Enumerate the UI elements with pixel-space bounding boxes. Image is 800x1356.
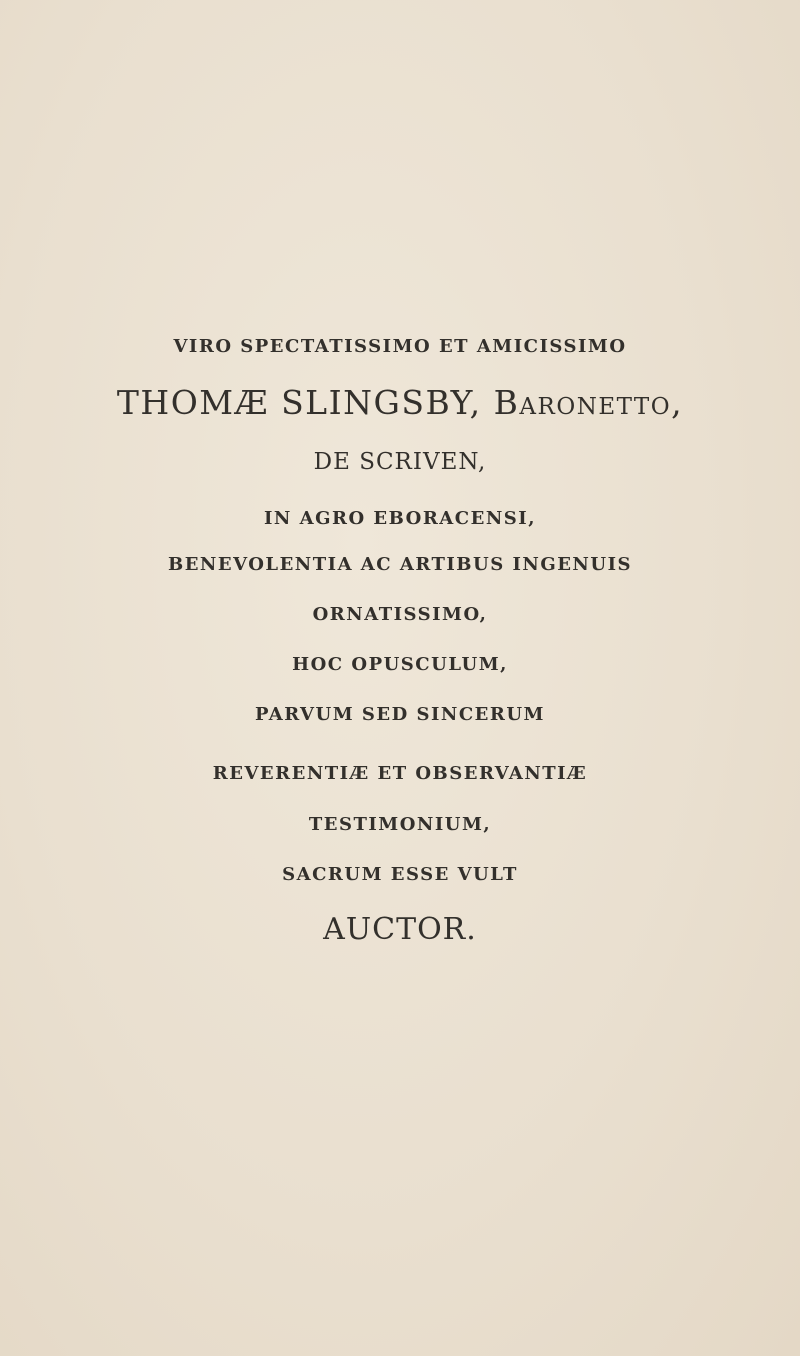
dedication-line-agro: IN AGRO EBORACENSI,: [264, 508, 536, 529]
dedication-line-testimonium: TESTIMONIUM,: [308, 814, 492, 835]
dedication-line-opusculum: HOC OPUSCULUM,: [292, 654, 508, 675]
dedication-line-parvum: PARVUM SED SINCERUM: [255, 704, 545, 725]
dedication-line-benevolentia: BENEVOLENTIA AC ARTIBUS INGENUIS: [167, 554, 632, 575]
dedication-signature: AUCTOR.: [323, 912, 477, 947]
dedication-line-viro: VIRO SPECTATISSIMO ET AMICISSIMO: [173, 336, 627, 357]
dedication-line-scriven: DE SCRIVEN,: [313, 449, 487, 475]
dedication-line-sacrum: SACRUM ESSE VULT: [282, 864, 518, 885]
dedication-line-name: [0, 383, 800, 422]
dedication-name: THOMÆ SLINGSBY,: [116, 383, 482, 422]
dedication-line-ornatissimo: ORNATISSIMO,: [312, 604, 488, 625]
dedication-line-reverentiae: REVERENTIÆ ET OBSERVANTIÆ: [212, 763, 588, 784]
dedication-title: Baronetto,: [493, 383, 684, 422]
